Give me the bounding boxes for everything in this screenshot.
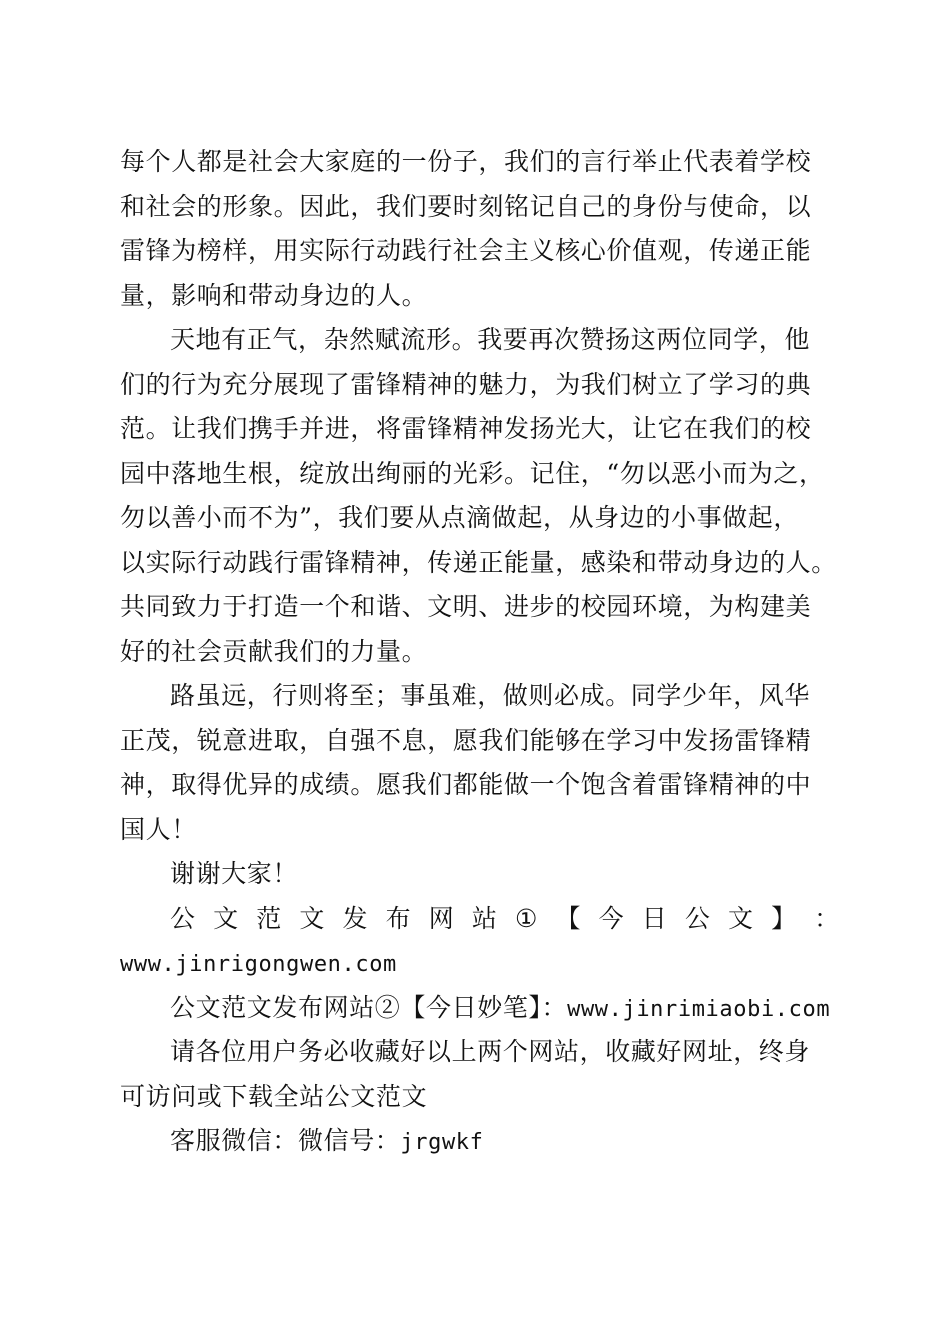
wechat-line	[120, 1119, 840, 1164]
text-line: 路虽远，行则将至；事虽难，做则必成。同学少年，风华	[170, 681, 811, 710]
site2-label: 公文范文发布网站②【今日妙笔】：	[170, 992, 568, 1022]
paragraph-3	[120, 674, 840, 852]
site1-label-char: 布	[385, 903, 412, 933]
site1-label-char: 公	[170, 903, 196, 933]
text-line: 每个人都是社会大家庭的一份子，我们的言行举止代表着学校	[120, 147, 812, 176]
site1-url[interactable]: www.jinrigongwen.com	[120, 952, 397, 977]
wechat-label: 客服微信：微信号：	[170, 1126, 401, 1155]
thanks-line: 谢谢大家！	[170, 859, 299, 888]
site1-label-char: 】	[771, 903, 797, 933]
site1-label	[120, 897, 840, 942]
text-line: 勿以善小而不为”，我们要从点滴做起，从身边的小事做起，	[120, 503, 799, 532]
site1-label-char: 公	[684, 903, 711, 933]
text-line: 正茂，锐意进取，自强不息，愿我们能够在学习中发扬雷锋精	[120, 725, 812, 755]
site1-label-char: 网	[428, 903, 455, 933]
site1-label-char: 文	[299, 903, 325, 933]
site1-label-char: 今	[598, 903, 625, 933]
text-line: 共同致力于打造一个和谐、文明、进步的校园环境，为构建美	[120, 592, 812, 621]
text-line: 和社会的形象。因此，我们要时刻铭记自己的身份与使命，以	[120, 191, 812, 221]
site1-label-char: 范	[256, 903, 282, 933]
notice-line: 请各位用户务必收藏好以上两个网站，收藏好网址，终身	[170, 1037, 811, 1066]
site1-label-char: ：	[814, 903, 840, 933]
site1-label-char: ①	[515, 903, 539, 933]
text-line: 们的行为充分展现了雷锋精神的魅力，为我们树立了学习的典	[120, 369, 812, 399]
site1-label-char: 日	[641, 903, 668, 933]
site1-url-line[interactable]	[120, 941, 840, 986]
text-line: 以实际行动践行雷锋精神，传递正能量，感染和带动身边的人。	[120, 547, 837, 577]
notice-line: 可访问或下载全站公文范文	[120, 1081, 428, 1111]
text-line: 国人！	[120, 814, 197, 844]
document-body	[120, 140, 840, 1164]
site1-label-char: 文	[213, 903, 239, 933]
paragraph-1	[120, 140, 840, 318]
site1-label-char: 站	[471, 903, 498, 933]
text-line: 园中落地生根，绽放出绚丽的光彩。记住，“勿以恶小而为之，	[120, 458, 825, 488]
text-line: 神，取得优异的成绩。愿我们都能做一个饱含着雷锋精神的中	[120, 770, 812, 799]
text-line: 雷锋为榜样，用实际行动践行社会主义核心价值观，传递正能	[120, 236, 812, 265]
site2-line	[120, 986, 840, 1031]
site1-label-char: 【	[555, 903, 582, 933]
wechat-id: jrgwkf	[400, 1130, 484, 1155]
text-line: 好的社会贡献我们的力量。	[120, 636, 428, 666]
site2-url[interactable]: www.jinrimiaobi.com	[567, 996, 831, 1022]
text-line: 天地有正气，杂然赋流形。我要再次赞扬这两位同学，他	[170, 325, 811, 354]
site1-label-char: 发	[342, 903, 369, 933]
text-line: 范。让我们携手并进，将雷锋精神发扬光大，让它在我们的校	[120, 414, 812, 443]
paragraph-2	[120, 318, 840, 674]
text-line: 量，影响和带动身边的人。	[120, 280, 428, 310]
site1-label-char: 文	[728, 903, 754, 933]
